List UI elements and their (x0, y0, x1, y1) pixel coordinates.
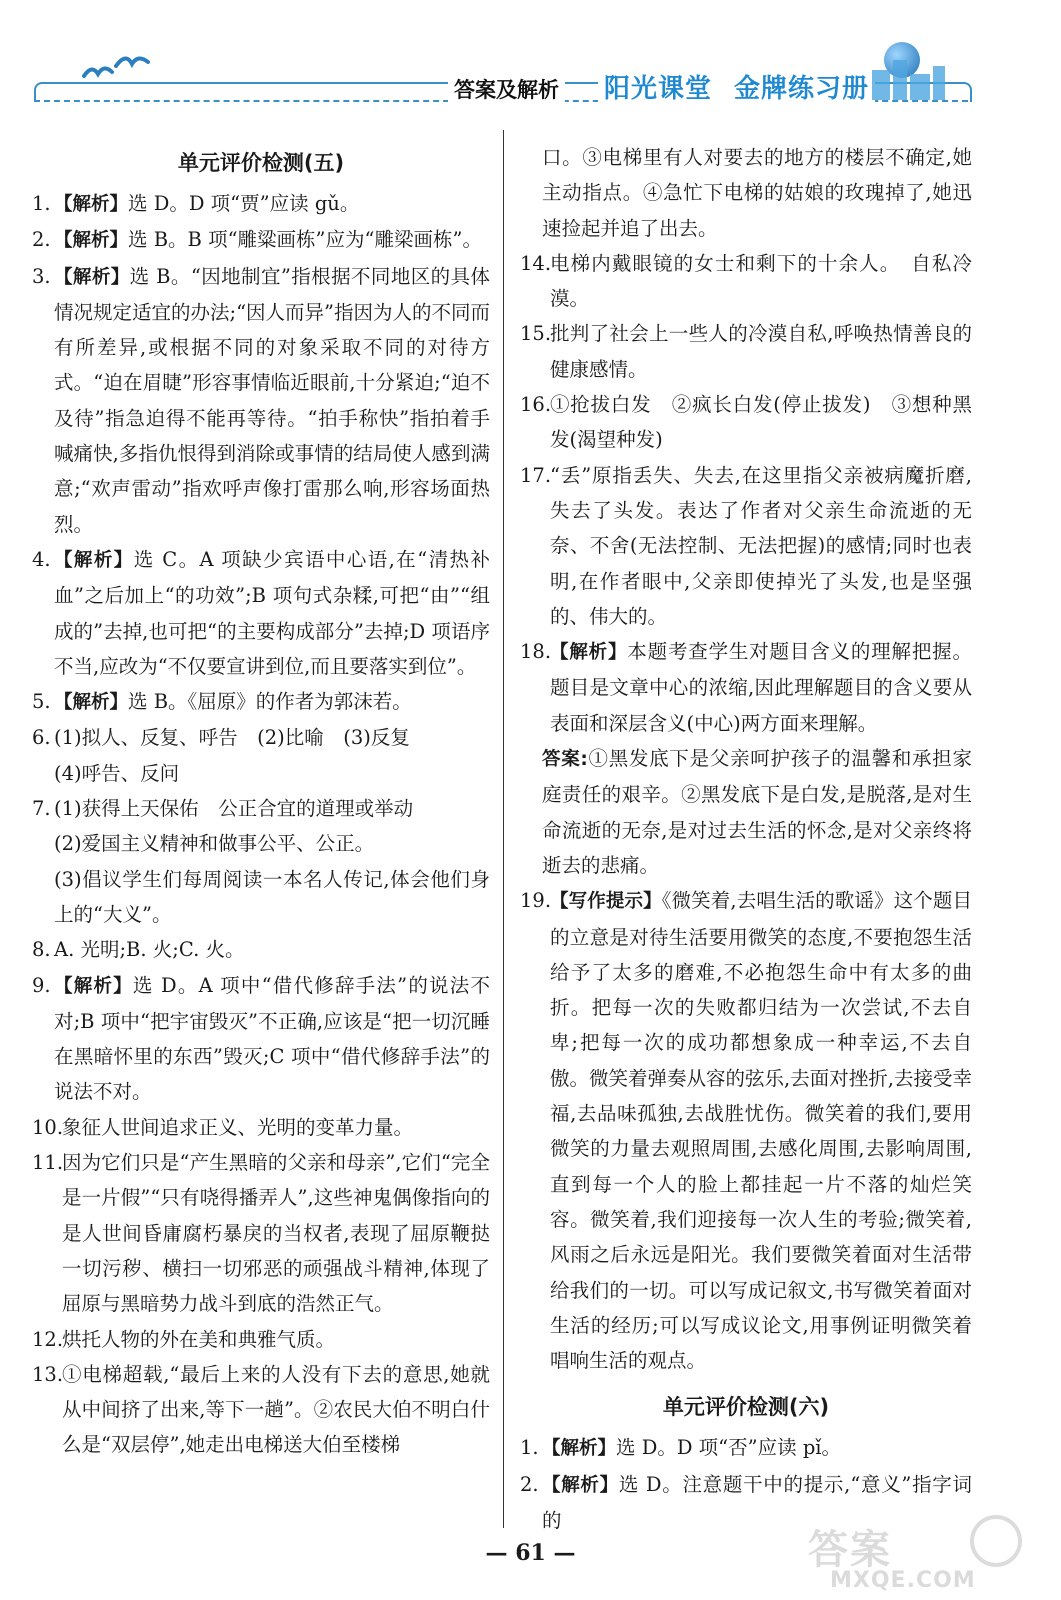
header-brand (598, 68, 875, 105)
building-icon (893, 60, 907, 100)
building-icon (872, 70, 890, 100)
item-number: 5. (32, 690, 51, 714)
list-item (520, 1430, 972, 1466)
item-subline: (4)呼告、反问 (54, 761, 180, 785)
column-divider (503, 130, 504, 1528)
item-tag: 【解析】 (54, 975, 133, 997)
watermark-logo: 答案 (808, 1527, 892, 1573)
list-item (32, 684, 490, 720)
item-text: 电梯内戴眼镜的女士和剩下的十余人。 自私冷漠。 (550, 251, 972, 311)
item-number: 10. (32, 1115, 64, 1139)
watermark-url: MXQE.COM (830, 1568, 976, 1593)
item-number: 4. (32, 547, 51, 571)
birds-icon (80, 50, 150, 93)
item-text: 选 D。D 项“贾”应读 gǔ。 (128, 192, 360, 215)
answer-list (32, 186, 490, 1463)
list-item (520, 634, 972, 741)
section-title: 单元评价检测(六) (662, 1395, 830, 1420)
item-tag: 【解析】 (54, 266, 130, 288)
item-text: 《微笑着,去唱生活的歌谣》这个题目的立意是对待生活要用微笑的态度,不要抱怨生活给予了太多的磨难,不必抱怨生命中有太多的曲折。把每一次的失败都归结为一次尝试,不去自卑;把每一次的成功都想象成一种幸运,不去自傲。微笑着弹奏从容的弦乐,去面对挫折,去接受幸福,去品味孤独,去战胜忧伤。微笑着的我们,要用微笑的力量去观照周围,去感化周围,去影响周围,直到每一个人的脸上都挂起一片不落的灿烂笑容。微笑着,我们迎接每一次人生的考验;微笑着,风雨之后永远是阳光。我们要微笑着面对生活带给我们的一切。可以写成记叙文,书写微笑着面对生活的经历;可以写成议论文,用事例证明微笑着唱响生活的观点。 (550, 889, 972, 1373)
building-icon (910, 74, 930, 100)
list-item (32, 968, 490, 1110)
list-item (32, 1110, 490, 1145)
list-item (520, 246, 972, 317)
item-text: 选 C。A 项缺少宾语中心语,在“清热补血”之后加上“的功效”;B 项句式杂糅,可把“由”“组成的”去掉,也可把“的主要构成部分”去掉;D 项语序不当,应改为“不仅要宣讲到位,而且要落实到位”。 (54, 547, 490, 678)
continued-answer: 口。③电梯里有人对要去的地方的楼层不确定,她主动指点。④急忙下电梯的姑娘的玫瑰掉了,她迅速捡起并追了出去。 (542, 146, 972, 240)
watermark-circle-icon (970, 1515, 1022, 1567)
answer-tag: 答案: (542, 749, 588, 771)
item-number: 2. (520, 1472, 539, 1496)
item-answer (520, 741, 972, 883)
item-text: A. 光明;B. 火;C. 火。 (54, 938, 245, 962)
item-text: 选 D。注意题干中的提示,“意义”指字词的 (542, 1472, 972, 1532)
list-item (32, 1145, 490, 1321)
item-text: “丢”原指丢失、失去,在这里指父亲被病魔折磨,失去了头发。表达了作者对父亲生命流逝的无奈、不舍(无法控制、无法把握)的感情;同时也表明,在作者眼中,父亲即使掉光了头发,也是坚强的、伟大的。 (550, 463, 972, 628)
section-title: 单元评价检测(五) (177, 151, 345, 175)
list-item (32, 542, 490, 684)
item-text: 本题考查学生对题目含义的理解把握。题目是文章中心的浓缩,因此理解题目的含义要从表面和深层含义(中心)两方面来理解。 (550, 640, 972, 735)
item-text: (1)拟人、反复、呼告 (2)比喻 (3)反复 (54, 726, 410, 750)
page-number: — 61 — (485, 1540, 576, 1566)
item-number: 2. (32, 228, 51, 252)
left-column (32, 140, 490, 1463)
item-number: 17. (520, 463, 552, 487)
item-number: 1. (32, 192, 51, 215)
item-number: 13. (32, 1362, 64, 1386)
answer-list (520, 246, 972, 1379)
item-number: 16. (520, 393, 552, 417)
item-subline: (2)爱国主义精神和做事公平、公正。 (54, 832, 375, 856)
item-number: 1. (520, 1436, 539, 1460)
item-text: 选 B。《屈原》的作者为郭沫若。 (128, 690, 412, 714)
item-text: (1)获得上天保佑 公正合宜的道理或举动 (54, 797, 414, 821)
item-number: 11. (32, 1151, 64, 1175)
item-tag: 【解析】 (542, 1474, 619, 1496)
list-item (520, 458, 972, 634)
item-text: 选 D。A 项中“借代修辞手法”的说法不对;B 项中“把宇宙毁灭”不正确,应该是“把一切沉睡在黑暗怀里的东西”毁灭;C 项中“借代修辞手法”的说法不对。 (54, 973, 490, 1104)
item-number: 18. (520, 640, 552, 664)
brand-part2: 金牌练习册 (734, 74, 870, 104)
list-item (520, 316, 972, 387)
list-item (32, 720, 490, 755)
item-tag: 【解析】 (54, 230, 129, 252)
list-item (520, 883, 972, 1378)
item-number: 12. (32, 1327, 64, 1351)
brand-part1: 阳光课堂 (604, 74, 713, 104)
list-item (32, 1322, 490, 1357)
item-number: 19. (520, 889, 552, 913)
item-text: 烘托人物的外在美和典雅气质。 (62, 1327, 336, 1351)
right-column (520, 140, 972, 1538)
page-header (0, 0, 1061, 125)
item-number: 15. (520, 322, 552, 346)
list-item (32, 222, 490, 258)
item-tag: 【解析】 (54, 194, 129, 215)
item-tag: 【写作提示】 (550, 891, 662, 913)
list-item (32, 259, 490, 542)
item-text: 批判了社会上一些人的冷漠自私,呼唤热情善良的健康感情。 (550, 322, 972, 381)
item-tag: 【解析】 (54, 692, 129, 714)
list-item (32, 1357, 490, 1463)
item-text: ①电梯超载,“最后上来的人没有下去的意思,她就从中间挤了出来,等下一趟”。②农民大伯不明白什么是“双层停”,她走出电梯送大伯至楼梯 (62, 1362, 490, 1457)
item-number: 14. (520, 251, 552, 275)
item-tag: 【解析】 (550, 642, 628, 664)
item-number: 8. (32, 938, 51, 962)
item-number: 9. (32, 973, 51, 997)
item-number: 3. (32, 264, 51, 288)
item-text: 选 D。D 项“否”应读 pǐ。 (616, 1436, 842, 1460)
header-answers-label: 答案及解析 (448, 74, 565, 104)
list-item (32, 791, 490, 826)
list-item (32, 932, 490, 967)
item-tag: 【解析】 (54, 549, 134, 571)
answer-list (520, 1430, 972, 1538)
item-tag: 【解析】 (542, 1438, 617, 1460)
item-text: ①抢拔白发 ②疯长白发(停止拔发) ③想种黑发(渴望种发) (550, 393, 972, 452)
item-text: 因为它们只是“产生黑暗的父亲和母亲”,它们“完全是一片假”“只有哓得播弄人”,这些神鬼偶像指向的是人世间昏庸腐朽暴戾的当权者,表现了屈原鞭挞一切污秽、横扫一切邪恶的顽强战斗精神,体现了屈原与黑暗势力战斗到底的浩然正气。 (62, 1151, 490, 1316)
list-item (32, 186, 490, 222)
list-item (520, 387, 972, 458)
list-item (520, 1467, 972, 1539)
item-number: 6. (32, 726, 51, 750)
item-text: 选 B。“因地制宜”指根据不同地区的具体情况规定适宜的办法;“因人而异”指因为人的不同而有所差异,或根据不同的对象采取不同的对待方式。“迫在眉睫”形容事情临近眼前,十分紧迫;“迫不及待”指急迫得不能再等待。“拍手称快”指拍着手喊痛快,多指仇恨得到消除或事情的结局使人感到满意;“欢声雷动”指欢呼声像打雷那么响,形容场面热烈。 (54, 264, 491, 536)
item-number: 7. (32, 797, 51, 821)
item-text: 象征人世间追求正义、光明的变革力量。 (62, 1115, 414, 1139)
answer-text: ①黑发底下是父亲呵护孩子的温馨和承担家庭责任的艰辛。②黑发底下是白发,是脱落,是对生命流逝的无奈,是对过去生活的怀念,是对父亲终将逝去的悲痛。 (542, 747, 972, 877)
item-subline: (3)倡议学生们每周阅读一本名人传记,体会他们身上的“大义”。 (54, 867, 490, 926)
building-icon (933, 66, 945, 100)
item-text: 选 B。B 项“雕粱画栋”应为“雕梁画栋”。 (128, 228, 482, 252)
